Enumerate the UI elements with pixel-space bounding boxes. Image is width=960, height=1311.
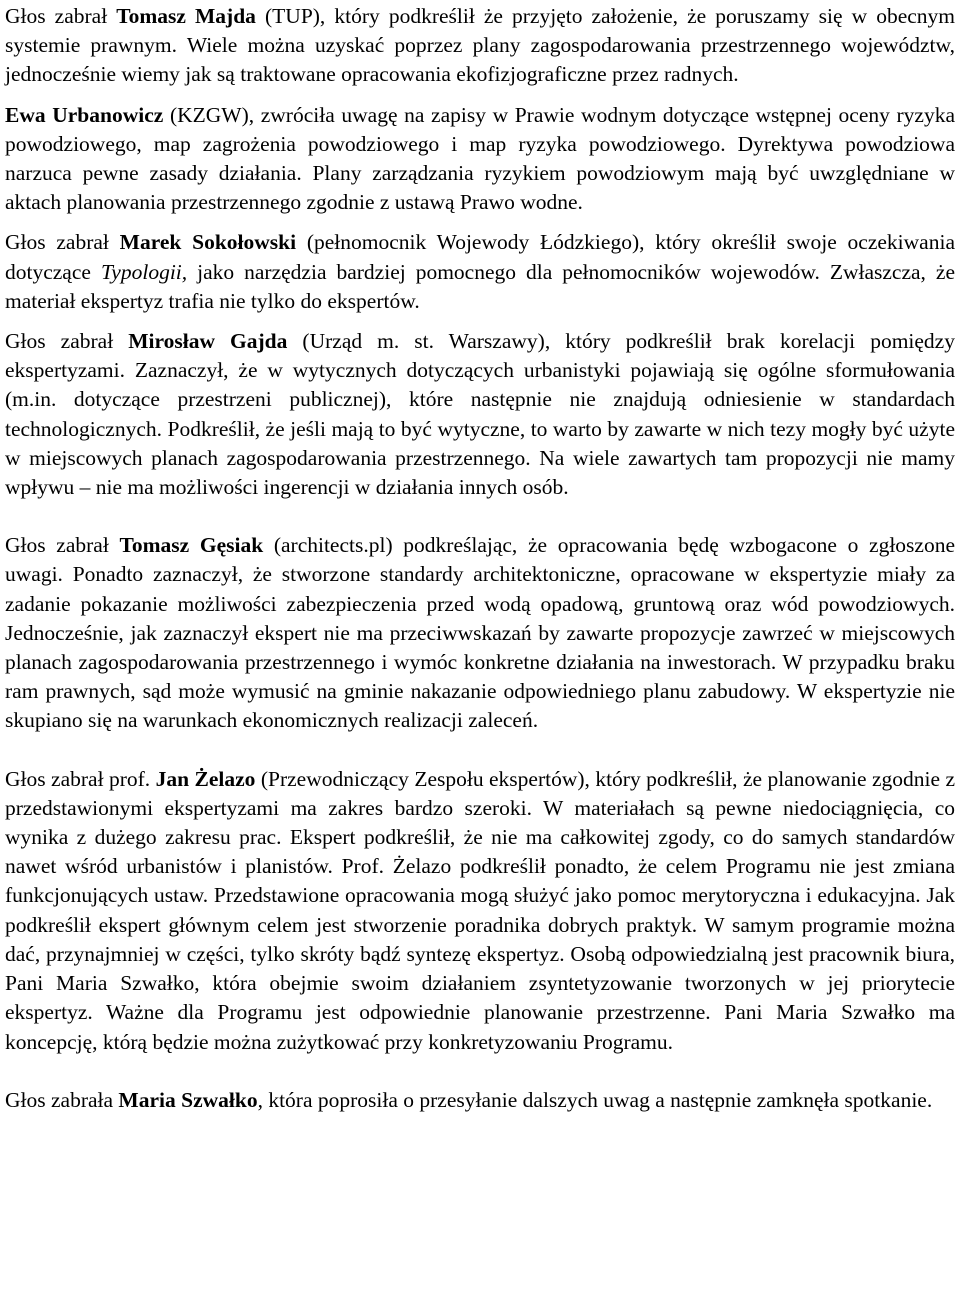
paragraph-text: , która poprosiła o przesyłanie dalszych uwag a następnie zamknęła spotkanie.	[257, 1087, 933, 1112]
speaker-name: Jan Żelazo	[155, 766, 256, 791]
paragraph-text: jako narzędzia bardziej pomocnego dla pełnomocników wojewodów. Zwłaszcza, że materiał ekspertyz trafia nie tylko do ekspertów.	[5, 259, 955, 313]
paragraph	[5, 1086, 955, 1115]
speaker-name: Ewa Urbanowicz	[5, 102, 164, 127]
paragraph-text: (architects.pl) podkreślając, że opracowania będę wzbogacone o zgłoszone uwagi. Ponadto zaznaczył, że stworzone standardy architektoniczne, opracowane w ekspertyzie miały za zadanie pokazanie możliwości zabezpieczenia przed wodą opadową, gruntową oraz wód powodziowych. Jednocześnie, jak zaznaczył ekspert nie ma przeciwwskazań by zawarte propozycje zawrzeć w miejscowych planach zagospodarowania przestrzennego i wymóc konkretne działania na inwestorach. W przypadku braku ram prawnych, sąd może wymusić na gminie nakazanie odpowiedniego planu zabudowy. W ekspertyzie nie skupiano się na warunkach ekonomicznych realizacji zaleceń.	[5, 533, 955, 733]
paragraph-text: Głos zabrał prof.	[5, 766, 156, 791]
paragraph-text: (TUP), który podkreślił że przyjęto założenie, że poruszamy się w obecnym systemie prawnym. Wiele można uzyskać poprzez plany zagospodarowania przestrzennego województw, jednocześnie wiemy jak są traktowane opracowania ekofizjograficzne przez radnych.	[5, 4, 955, 87]
paragraph	[5, 228, 955, 316]
paragraph-text: (pełnomocnik Wojewody Łódzkiego), który określił swoje oczekiwania dotyczące	[5, 230, 955, 284]
paragraph-text: Głos zabrał	[5, 230, 120, 255]
speaker-name: Mirosław Gajda	[128, 329, 288, 354]
speaker-name: Maria Szwałko	[118, 1087, 258, 1112]
paragraph	[5, 531, 955, 735]
paragraph-text: Głos zabrała	[5, 1087, 119, 1112]
speaker-name: Tomasz Gęsiak	[119, 533, 264, 558]
paragraph	[5, 2, 955, 90]
document-page	[5, 0, 955, 1115]
paragraph-text: (Przewodniczący Zespołu ekspertów), który podkreślił, że planowanie zgodnie z przedstawionymi ekspertyzami ma zakres bardzo szeroki. W materiałach są pewne niedociągnięcia, co wynika z dużego zakresu prac. Ekspert podkreślił, że nie ma całkowitej zgody, co do samych standardów nawet wśród urbanistów i planistów. Prof. Żelazo podkreślił ponadto, że celem Programu nie jest zmiana funkcjonujących ustaw. Przedstawione opracowania mogą służyć jako pomoc merytoryczna i edukacyjna. Jak podkreślił ekspert głównym celem jest stworzenie poradnika dobrych praktyk. W samym programie można dać, przynajmniej w części, tylko skróty bądź syntezę ekspertyz. Osobą odpowiedzialną jest pracownik biura, Pani Maria Szwałko, która obejmie swoim działaniem zsyntetyzowanie tworzonych w jej priorytecie ekspertyz. Ważne dla Programu jest odpowiednie planowanie przestrzenne. Pani Maria Szwałko ma koncepcję, którą będzie można zużytkować przy konkretyzowaniu Programu.	[5, 766, 956, 1054]
paragraph	[5, 765, 955, 1057]
paragraph-text: (Urząd m. st. Warszawy), który podkreślił brak korelacji pomiędzy ekspertyzami. Zaznaczył, że w wytycznych dotyczących urbanistyki pojawiają się ogólne sformułowania (m.in. dotyczące przestrzeni publicznej), które następnie nie znajdują odniesienie w standardach technologicznych. Podkreślił, że jeśli mają to być wytyczne, to warto by zawarte w nich tezy mogły być użyte w miejscowych planach zagospodarowania przestrzennego. Na wiele zawartych tam propozycji nie mamy wpływu – nie ma możliwości ingerencji w działania innych osób.	[5, 329, 955, 500]
speaker-name: Marek Sokołowski	[119, 230, 297, 255]
paragraph	[5, 101, 955, 218]
paragraph-text: Głos zabrał	[5, 4, 117, 28]
speaker-name: Tomasz Majda	[116, 4, 256, 28]
paragraph-text: (KZGW), zwróciła uwagę na zapisy w Prawie wodnym dotyczące wstępnej oceny ryzyka powodziowego, map zagrożenia powodziowego i map ryzyka powodziowego. Dyrektywa powodziowa narzuca pewne zasady działania. Plany zarządzania ryzykiem powodziowym mają być uwzględniane w aktach planowania przestrzennego zgodnie z ustawą Prawo wodne.	[5, 102, 955, 215]
paragraph-text: Głos zabrał	[5, 329, 129, 354]
emphasis-text: Typologii,	[100, 259, 188, 284]
paragraph-text: Głos zabrał	[5, 533, 120, 558]
paragraph	[5, 327, 955, 502]
